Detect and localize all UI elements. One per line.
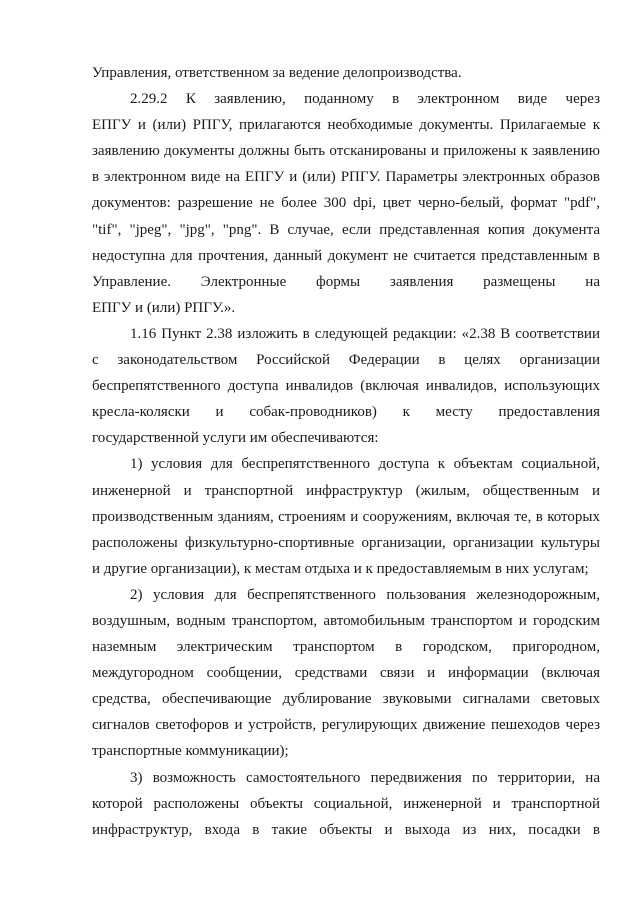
- text-line: 2.29.2 К заявлению, поданному в электронном виде через: [130, 91, 600, 108]
- paragraph-continuation: [92, 60, 600, 86]
- text-line: производственным зданиям, строениям и сооружениям, включая те, в которых: [92, 508, 600, 525]
- text-line: сигналов светофоров и устройств, регулирующих движение пешеходов через: [92, 717, 600, 734]
- text-line: документов: разрешение не более 300 dpi, цвет черно-белый, формат "pdf",: [92, 195, 600, 212]
- text-line: средства, обеспечивающие дублирование звуковыми сигналами световых: [92, 691, 600, 708]
- paragraph-1-16: [92, 321, 600, 451]
- text-line: междугородном сообщении, средствами связи и информации (включая: [92, 665, 600, 682]
- text-line: 1) условия для беспрепятственного доступа к объектам социальной,: [130, 456, 600, 473]
- text-line: "tif", "jpeg", "jpg", "png". В случае, если представленная копия документа: [92, 221, 600, 238]
- text-line: расположены физкультурно-спортивные организации, организации культуры: [92, 534, 600, 551]
- text-line: беспрепятственного доступа инвалидов (включая инвалидов, использующих: [92, 378, 600, 395]
- text-line: инфраструктур, входа в такие объекты и выхода из них, посадки в: [92, 821, 600, 838]
- text-line: Управление. Электронные формы заявления размещены на: [92, 273, 600, 290]
- text-line: с законодательством Российской Федерации в целях организации: [92, 352, 600, 369]
- text-line: заявлению документы должны быть отсканированы и приложены к заявлению: [92, 143, 600, 160]
- text-line: государственной услуги им обеспечиваются:: [92, 430, 379, 447]
- text-line: 3) возможность самостоятельного передвижения по территории, на: [130, 769, 600, 786]
- text-line: воздушным, водным транспортом, автомобильным транспортом и городским: [92, 612, 600, 629]
- text-line: инженерной и транспортной инфраструктур (жилым, общественным и: [92, 482, 600, 499]
- text-line: кресла-коляски и собак-проводников) к месту предоставления: [92, 404, 600, 421]
- paragraph-item-3: [92, 765, 600, 843]
- paragraph-item-1: [92, 451, 600, 581]
- text-line: ЕПГУ и (или) РПГУ, прилагаются необходимые документы. Прилагаемые к: [92, 117, 600, 134]
- paragraph-item-2: [92, 582, 600, 765]
- paragraph-2-29-2: [92, 86, 600, 321]
- text-line: которой расположены объекты социальной, инженерной и транспортной: [92, 795, 600, 812]
- text-line: Управления, ответственном за ведение делопроизводства.: [92, 65, 462, 81]
- text-line: транспортные коммуникации);: [92, 743, 289, 760]
- text-line: в электронном виде на ЕПГУ и (или) РПГУ. Параметры электронных образов: [92, 169, 600, 186]
- text-line: ЕПГУ и (или) РПГУ.».: [92, 299, 236, 316]
- text-line: недоступна для прочтения, данный документ не считается представленным в: [92, 247, 600, 264]
- text-line: 1.16 Пункт 2.38 изложить в следующей редакции: «2.38 В соответствии: [130, 325, 600, 342]
- text-line: 2) условия для беспрепятственного пользования железнодорожным,: [130, 586, 600, 603]
- text-line: и другие организации), к местам отдыха и к предоставляемым в них услугам;: [92, 560, 589, 577]
- text-line: наземным электрическим транспортом в городском, пригородном,: [92, 639, 600, 656]
